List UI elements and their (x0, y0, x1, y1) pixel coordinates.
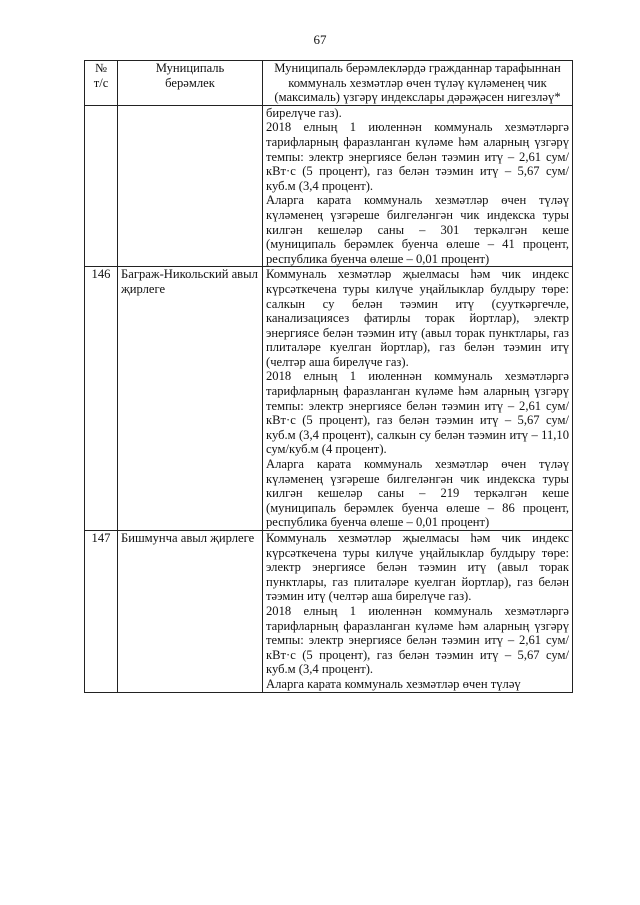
row-municipality: Бишмунча авыл җирлеге (118, 531, 263, 693)
row-number: 147 (85, 531, 118, 693)
header-municipality: Муниципаль берәмлек (118, 61, 263, 106)
row-paragraph: 2018 елның 1 июленнән коммуналь хезмәтләргә тарифларның фаразланган күләме һәм аларның үзгәрү темпы: электр энергиясе белән тәэмин итү – 2,61 сум/кВт·с (5 процент), газ белән тәэмин итү – 5,67 сум/куб.м (3,4 процент), салкын су белән тәэмин итү – 11,10 сум/куб.м (4 процент). (266, 369, 569, 457)
row-number (85, 105, 118, 267)
municipal-index-table (84, 60, 573, 693)
header-index: Муниципаль берәмлекләрдә гражданнар тарафыннан коммуналь хезмәтләр өчен түләү күләменең чик (максималь) үзгәрү индекслары дәрәҗәсен нигезләү* (263, 61, 573, 106)
row-description (263, 531, 573, 693)
row-paragraph: Аларга карата коммуналь хезмәтләр өчен түләү күләменең үзгәреше билгеләнгән чик индекска туры килгән кешеләр саны – 301 теркәлгән кеше (муниципаль берәмлек буенча өлеше – 41 процент, республика буенча өлеше – 0,01 процент) (266, 193, 569, 266)
table-row (85, 267, 573, 531)
table-body (85, 105, 573, 692)
row-paragraph: бирелүче газ). (266, 105, 342, 120)
row-paragraph: Аларга карата коммуналь хезмәтләр өчен түләү (266, 676, 521, 691)
row-paragraph: 2018 елның 1 июленнән коммуналь хезмәтләргә тарифларның фаразланган күләме һәм аларның үзгәрү темпы: электр энергиясе белән тәэмин итү – 2,61 сум/кВт·с (5 процент), газ белән тәэмин итү – 5,67 сум/куб.м (3,4 процент). (266, 120, 569, 193)
row-description (263, 267, 573, 531)
row-number: 146 (85, 267, 118, 531)
table-row (85, 531, 573, 693)
row-paragraph: Коммуналь хезмәтләр җыелмасы һәм чик индекс күрсәткечена туры килүче уңайлыклар булдыру төре: электр энергиясе белән тәэмин итү (авыл торак пунктлары, газ плиталәре куелган йортлар), газ белән тәэмин итү (челтәр аша бирелүче газ). (266, 531, 569, 604)
row-municipality (118, 105, 263, 267)
header-num: № т/с (85, 61, 118, 106)
row-paragraph: Коммуналь хезмәтләр җыелмасы һәм чик индекс күрсәткечена туры килүче уңайлыклар булдыру төре: салкын су белән тәэмин итү (сууткәргечле, канализациясез фатирлы торак йортлар), электр энергиясе белән тәэмин итү (авыл торак пунктлары, газ плиталәре куелган йортлар), газ белән тәэмин итү (челтәр аша бирелүче газ). (266, 267, 569, 369)
row-municipality: Баграж-Никольский авыл җирлеге (118, 267, 263, 531)
row-description (263, 105, 573, 267)
table-header-row (85, 61, 573, 106)
table-row (85, 105, 573, 267)
row-paragraph: Аларга карата коммуналь хезмәтләр өчен түләү күләменең үзгәреше билгеләнгән чик индекска туры килгән кешеләр саны – 219 теркәлгән кеше (муниципаль берәмлек буенча өлеше – 86 процент, республика буенча өлеше – 0,01 процент) (266, 457, 569, 530)
page-number: 67 (313, 32, 327, 47)
row-paragraph: 2018 елның 1 июленнән коммуналь хезмәтләргә тарифларның фаразланган күләме һәм аларның үзгәрү темпы: электр энергиясе белән тәэмин итү – 2,61 сум/кВт·с (5 процент), газ белән тәэмин итү – 5,67 сум/куб.м (3,4 процент). (266, 603, 569, 677)
